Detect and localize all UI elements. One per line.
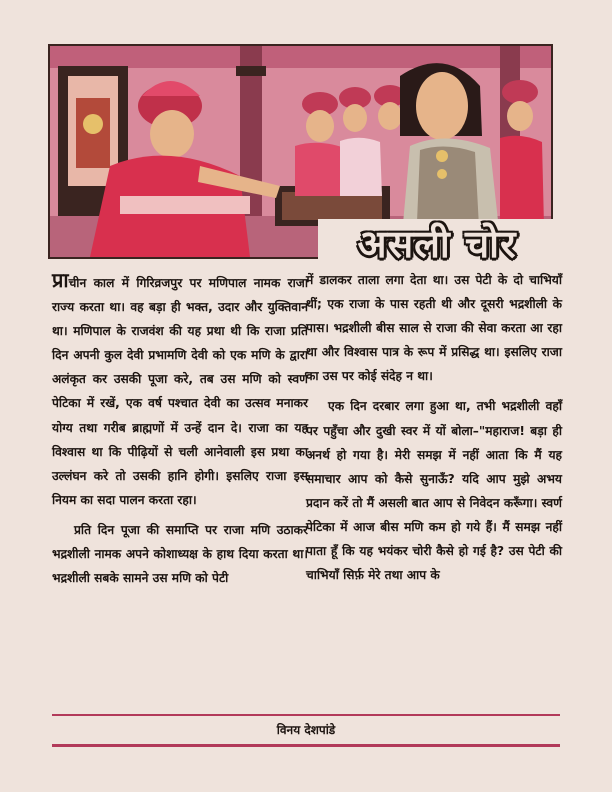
paragraph: प्रति दिन पूजा की समाप्ति पर राजा मणि उठाकर भद्रशीली नामक अपने कोशाध्यक्ष के हाथ दिया करता था। भद्रशीली सबके सामने उस मणि को पेटी xyxy=(52,522,308,586)
paragraph: में डालकर ताला लगा देता था। उस पेटी के दो चाभियाँ थीं; एक राजा के पास रहती थी और दूसरी भद्रशीली के पास। भद्रशीली बीस साल से राजा की सेवा करता आ रहा था और विश्वास पात्र के रूप में प्रसिद्ध था। इसलिए राजा का उस पर कोई संदेह न था। xyxy=(306,273,562,384)
paragraph xyxy=(52,268,308,512)
text-column-right xyxy=(306,268,562,587)
author-name: विनय देशपांडे xyxy=(276,723,336,737)
divider-top xyxy=(52,714,560,716)
paragraph: एक दिन दरबार लगा हुआ था, तभी भद्रशीली वहाँ पर पहुँचा और दुखी स्वर में यों बोला–"महाराज! बड़ा ही अनर्थ हो गया है। मेरी समझ में नहीं आता कि मैं यह समाचार आप को कैसे सुनाऊँ? यदि आप मुझे अभय प्रदान करें तो मैं असली बात आप से निवेदन करूँगा। स्वर्ण पेटिका में आज बीस मणि कम हो गये हैं। मैं समझ नहीं पाता हूँ कि यह भयंकर चोरी कैसे हो गई है? उस पेटी की चाभियाँ सिर्फ़ मेरे तथा आप के xyxy=(306,399,562,583)
text-column-left xyxy=(52,268,308,590)
drop-cap: प्रा xyxy=(52,268,69,292)
story-title xyxy=(318,219,556,269)
story-title-text: असली चोर xyxy=(357,222,517,266)
divider-bottom xyxy=(52,744,560,747)
paragraph-text: चीन काल में गिरिव्रजपुर पर मणिपाल नामक राजा राज्य करता था। वह बड़ा ही भक्त, उदार और युक्तिवान था। मणिपाल के राजवंश की यह प्रथा थी कि राजा प्रति दिन अपनी कुल देवी प्रभामणि देवी को एक मणि के द्वारा अलंकृत कर उसकी पूजा करे, तब उस मणि को स्वर्ण पेटिका में रखें, एक वर्ष पश्चात देवी का उत्सव मनाकर योग्य तथा गरीब ब्राह्मणों में उन्हें दान दे। राजा का यह विश्वास था कि पीढ़ियों से चली आनेवाली इस प्रथा का उल्लंघन करे तो उसकी हानि होगी। इसलिए राजा इस नियम का सदा पालन करता रहा। xyxy=(52,276,308,507)
